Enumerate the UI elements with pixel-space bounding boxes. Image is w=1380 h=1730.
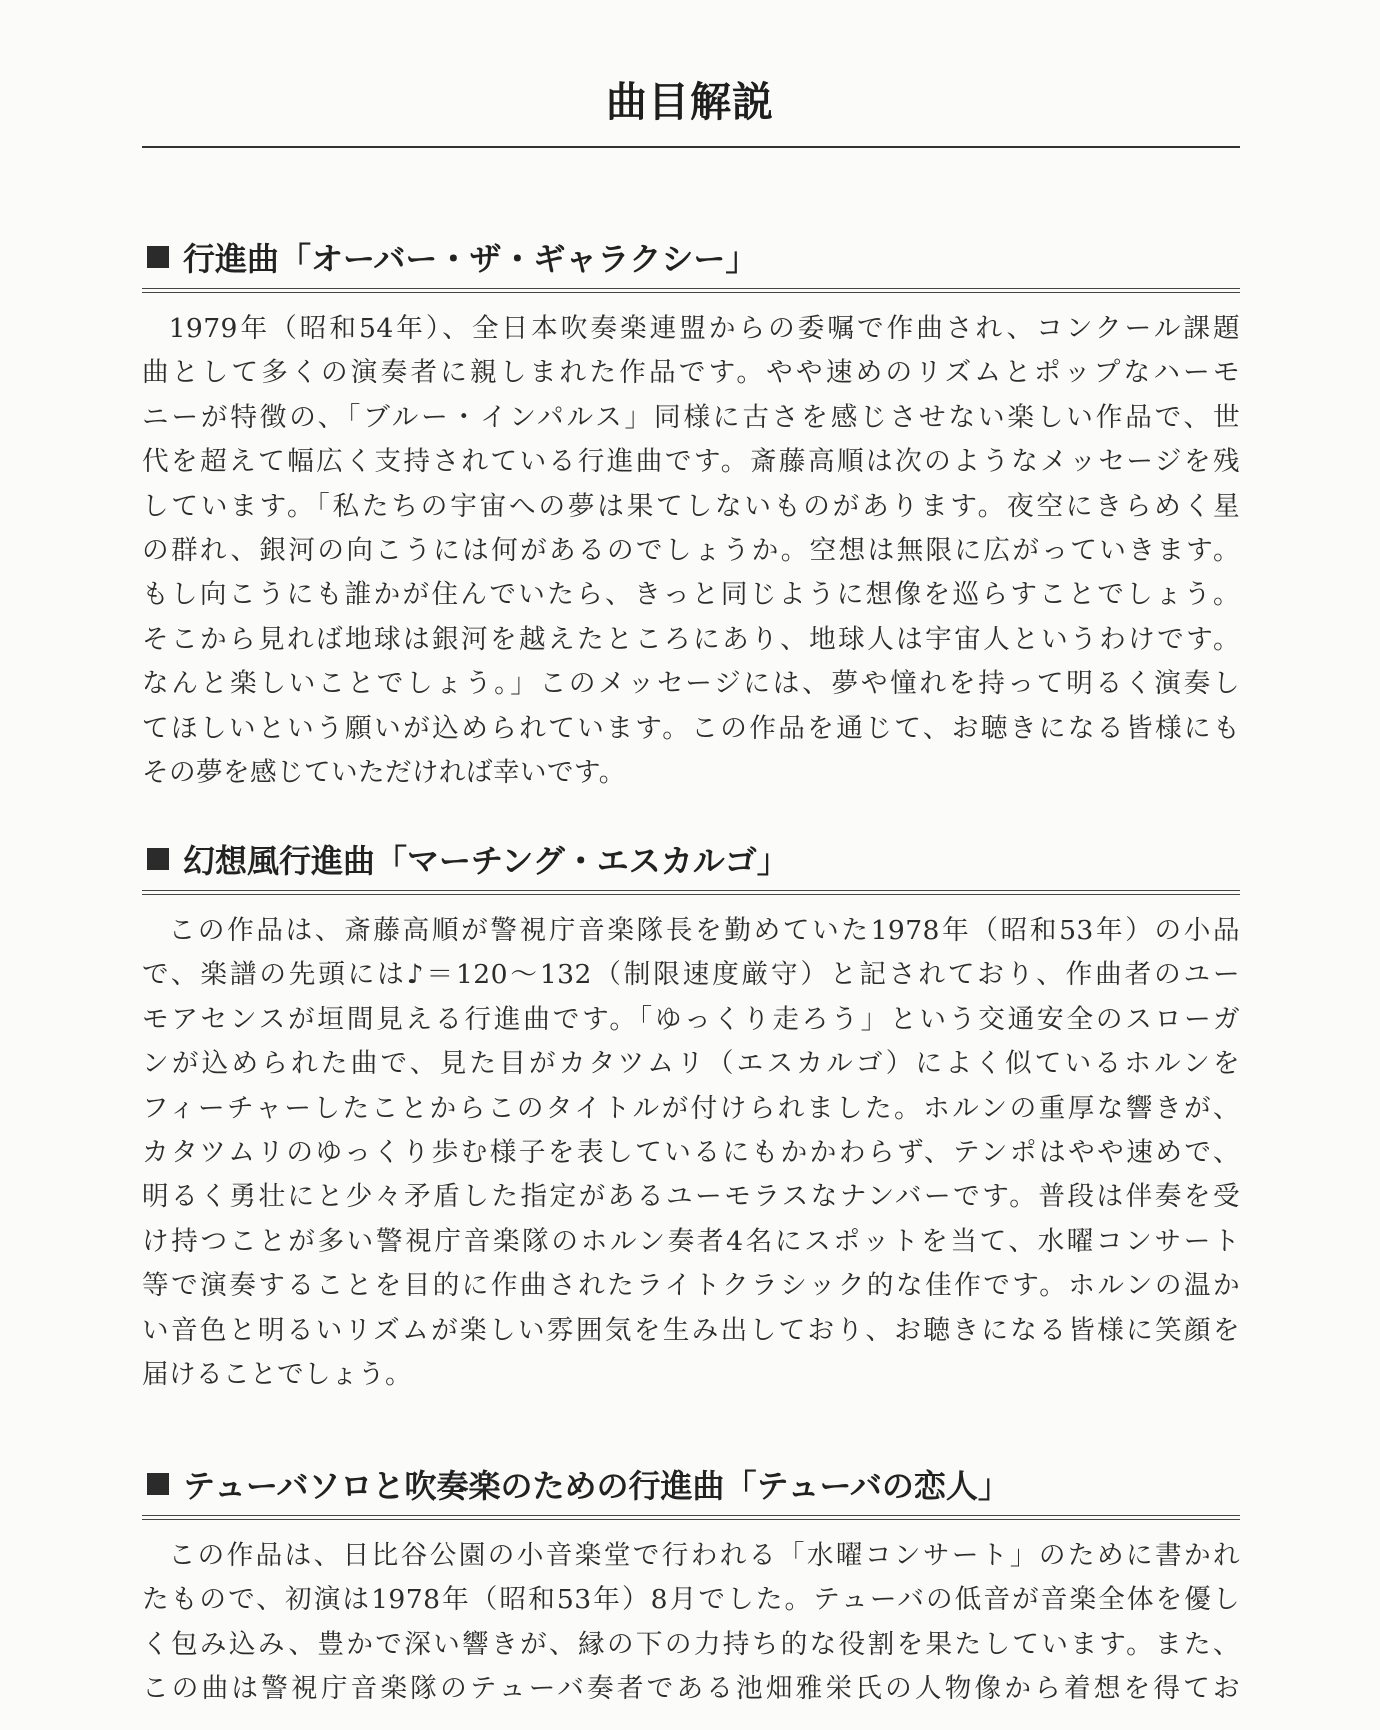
section-divider: [142, 1515, 1240, 1520]
body-line: で、楽譜の先頭には♪＝120〜132（制限速度厳守）と記されており、作曲者のユー: [142, 959, 1240, 991]
body-line: け持つことが多い警視庁音楽隊のホルン奏者4名にスポットを当て、水曜コンサート: [142, 1225, 1240, 1257]
body-line: 曲として多くの演奏者に親しまれた作品です。やや速めのリズムとポップなハーモ: [142, 357, 1240, 389]
page-title: 曲目解説: [606, 78, 774, 126]
section-heading-text: テューバソロと吹奏楽のための行進曲「テューバの恋人」: [183, 1467, 1010, 1505]
section-marching-escargot: [142, 834, 1240, 1397]
section-heading: [142, 1459, 1240, 1509]
body-line: 代を超えて幅広く支持されている行進曲です。斎藤高順は次のようなメッセージを残: [142, 446, 1240, 478]
body-line: 等で演奏することを目的に作曲されたライトクラシック的な佳作です。ホルンの温か: [142, 1270, 1240, 1302]
body-line: 1979年（昭和54年）、全日本吹奏楽連盟からの委嘱で作曲され、コンクール課題: [168, 313, 1240, 344]
black-square-icon: [147, 1473, 169, 1495]
body-line: その夢を感じていただければ幸いです。: [142, 757, 626, 789]
body-line: そこから見れば地球は銀河を越えたところにあり、地球人は宇宙人というわけです。: [142, 623, 1240, 655]
section-heading-text: 幻想風行進曲「マーチング・エスカルゴ」: [183, 842, 789, 880]
body-line: く包み込み、豊かで深い響きが、縁の下の力持ち的な役割を果たしています。また、: [142, 1628, 1240, 1660]
section-body: [142, 1534, 1240, 1712]
section-body: [142, 307, 1240, 795]
body-line: モアセンスが垣間見える行進曲です。「ゆっくり走ろう」という交通安全のスローガ: [142, 1003, 1240, 1035]
black-square-icon: [147, 848, 169, 870]
section-over-the-galaxy: [142, 232, 1240, 795]
section-divider: [142, 288, 1240, 293]
body-line: い音色と明るいリズムが楽しい雰囲気を生み出しており、お聴きになる皆様に笑顔を: [142, 1314, 1240, 1346]
body-line: 届けることでしょう。: [142, 1359, 412, 1391]
body-line: この作品は、日比谷公園の小音楽堂で行われる「水曜コンサート」のために書かれ: [168, 1540, 1240, 1571]
black-square-icon: [147, 246, 169, 268]
body-line: 明るく勇壮にと少々矛盾した指定があるユーモラスなナンバーです。普段は伴奏を受: [142, 1181, 1240, 1213]
section-divider: [142, 890, 1240, 895]
body-line: この作品は、斎藤高順が警視庁音楽隊長を勤めていた1978年（昭和53年）の小品: [168, 915, 1240, 946]
section-tuba-lover: [142, 1459, 1240, 1712]
body-line: てほしいという願いが込められています。この作品を通じて、お聴きになる皆様にも: [142, 712, 1240, 744]
section-heading: [142, 232, 1240, 282]
body-line: たもので、初演は1978年（昭和53年）8月でした。テューバの低音が音楽全体を優し: [142, 1584, 1240, 1616]
body-line: なんと楽しいことでしょう。」このメッセージには、夢や憧れを持って明るく演奏し: [142, 668, 1240, 700]
body-line: ニーが特徴の、「ブルー・インパルス」同様に古さを感じさせない楽しい作品で、世: [142, 401, 1240, 433]
body-line: もし向こうにも誰かが住んでいたら、きっと同じように想像を巡らすことでしょう。: [142, 579, 1240, 611]
body-line: カタツムリのゆっくり歩む様子を表しているにもかかわらず、テンポはやや速めで、: [142, 1137, 1240, 1169]
section-body: [142, 909, 1240, 1397]
body-line: の群れ、銀河の向こうには何があるのでしょうか。空想は無限に広がっていきます。: [142, 535, 1240, 567]
section-heading: [142, 834, 1240, 884]
section-heading-text: 行進曲「オーバー・ザ・ギャラクシー」: [183, 240, 758, 278]
body-line: この曲は警視庁音楽隊のテューバ奏者である池畑雅栄氏の人物像から着想を得てお: [142, 1673, 1240, 1705]
title-divider: [142, 146, 1240, 148]
body-line: フィーチャーしたことからこのタイトルが付けられました。ホルンの重厚な響きが、: [142, 1092, 1240, 1124]
body-line: ンが込められた曲で、見た目がカタツムリ（エスカルゴ）によく似ているホルンを: [142, 1048, 1240, 1080]
body-line: しています。「私たちの宇宙への夢は果てしないものがあります。夜空にきらめく星: [142, 490, 1240, 522]
